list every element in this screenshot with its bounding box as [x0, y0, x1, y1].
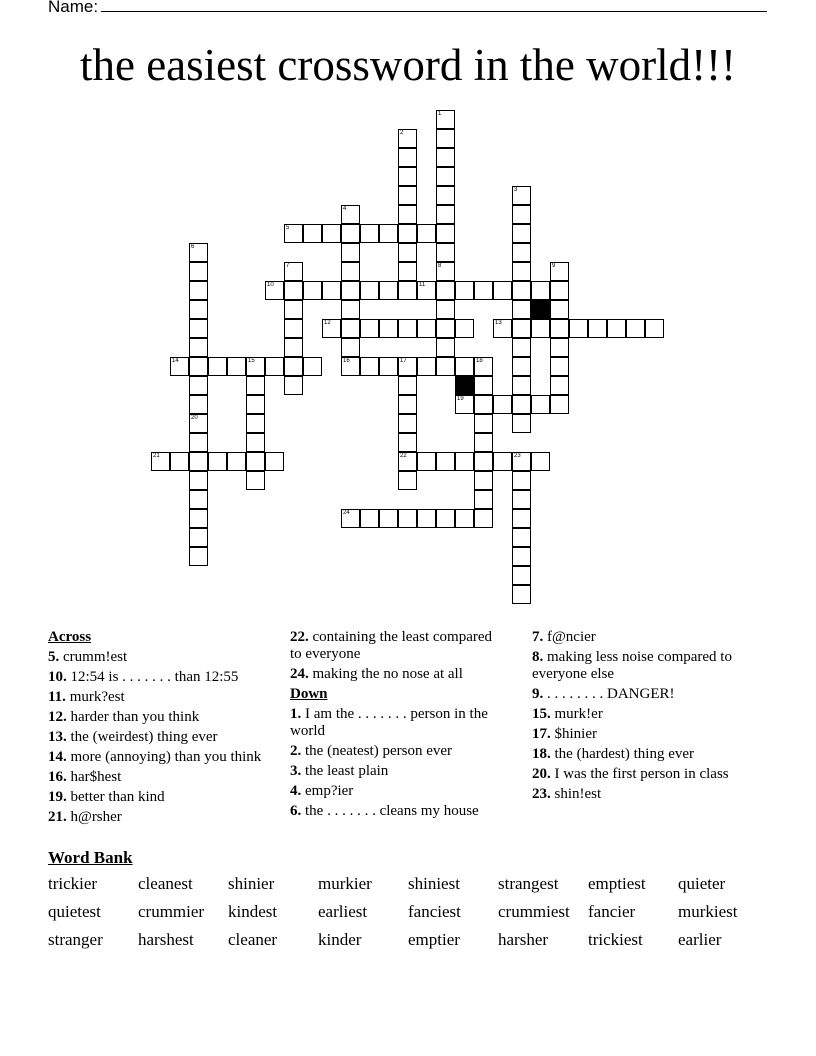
word-bank-word: crummiest — [498, 902, 570, 921]
grid-cell[interactable] — [436, 300, 455, 319]
grid-cell[interactable] — [246, 471, 265, 490]
grid-cell[interactable] — [151, 452, 170, 471]
grid-cell[interactable] — [398, 129, 417, 148]
grid-cell[interactable] — [208, 357, 227, 376]
grid-cell[interactable] — [550, 338, 569, 357]
grid-cell[interactable] — [398, 376, 417, 395]
word-bank-word: quietest — [48, 902, 101, 921]
grid-cell[interactable] — [455, 509, 474, 528]
grid-cell[interactable] — [550, 262, 569, 281]
grid-cell[interactable] — [284, 357, 303, 376]
clue-number: 2 — [400, 130, 404, 136]
grid-cell[interactable] — [303, 224, 322, 243]
grid-cell[interactable] — [474, 452, 493, 471]
grid-cell[interactable] — [265, 357, 284, 376]
word-bank-word: shiniest — [408, 874, 460, 893]
grid-cell[interactable] — [341, 300, 360, 319]
grid-cell[interactable] — [303, 281, 322, 300]
clue-number: 24 — [343, 510, 350, 516]
grid-cell[interactable] — [474, 414, 493, 433]
clue-number: 20 — [191, 415, 198, 421]
grid-cell[interactable] — [341, 281, 360, 300]
grid-cell[interactable] — [341, 243, 360, 262]
grid-cell[interactable] — [455, 357, 474, 376]
grid-cell[interactable] — [189, 357, 208, 376]
grid-cell[interactable] — [189, 281, 208, 300]
grid-cell[interactable] — [398, 281, 417, 300]
grid-cell[interactable] — [512, 205, 531, 224]
word-bank-heading: Word Bank — [48, 848, 133, 867]
grid-cell[interactable] — [417, 319, 436, 338]
grid-cell[interactable] — [436, 262, 455, 281]
clue-down-6: 6. the . . . . . . . cleans my house — [290, 803, 479, 819]
grid-cell[interactable] — [512, 281, 531, 300]
grid-cell[interactable] — [417, 452, 436, 471]
grid-cell[interactable] — [227, 357, 246, 376]
grid-cell[interactable] — [189, 490, 208, 509]
clue-down-4: 4. emp?ier — [290, 783, 354, 799]
grid-cell[interactable] — [284, 338, 303, 357]
grid-cell[interactable] — [398, 509, 417, 528]
grid-cell[interactable] — [512, 528, 531, 547]
page-title: the easiest crossword in the world!!! — [79, 40, 737, 90]
grid-cell[interactable] — [189, 395, 208, 414]
clue-number: 17 — [400, 358, 407, 364]
grid-cell[interactable] — [645, 319, 664, 338]
grid-cell[interactable] — [341, 357, 360, 376]
grid-cell[interactable] — [189, 471, 208, 490]
word-bank-word: murkier — [318, 874, 372, 893]
grid-cell[interactable] — [341, 509, 360, 528]
grid-cell[interactable] — [227, 452, 246, 471]
grid-cell[interactable] — [170, 452, 189, 471]
grid-cell[interactable] — [360, 509, 379, 528]
grid-cell[interactable] — [512, 509, 531, 528]
grid-cell[interactable] — [189, 376, 208, 395]
across-heading: Across — [48, 629, 92, 645]
clue-number: 12 — [324, 320, 331, 326]
word-bank-word: cleanest — [138, 874, 193, 893]
grid-cell[interactable] — [341, 262, 360, 281]
grid-cell[interactable] — [512, 452, 531, 471]
grid-cell[interactable] — [246, 452, 265, 471]
clue-number: 18 — [476, 358, 483, 364]
grid-cell[interactable] — [512, 566, 531, 585]
black-square — [455, 376, 474, 395]
grid-cell[interactable] — [493, 281, 512, 300]
clue-number: 11 — [419, 282, 426, 288]
clue-number: 10 — [267, 282, 274, 288]
grid-cell[interactable] — [398, 148, 417, 167]
grid-cell[interactable] — [436, 167, 455, 186]
word-bank-word: harshest — [138, 930, 194, 949]
clue-across-21: 21. h@rsher — [48, 809, 122, 825]
clue-number: 6 — [191, 244, 195, 250]
grid-cell[interactable] — [417, 224, 436, 243]
grid-cell[interactable] — [588, 319, 607, 338]
grid-cell[interactable] — [398, 262, 417, 281]
grid-cell[interactable] — [189, 452, 208, 471]
grid-cell[interactable] — [531, 452, 550, 471]
grid-cell[interactable] — [246, 433, 265, 452]
grid-cell[interactable] — [341, 319, 360, 338]
clue-down-7: 7. f@ncier — [532, 629, 596, 645]
grid-cell[interactable] — [189, 319, 208, 338]
word-bank-word: fanciest — [408, 902, 461, 921]
clue-number: 13 — [495, 320, 502, 326]
black-square — [531, 300, 550, 319]
grid-cell[interactable] — [474, 376, 493, 395]
grid-cell[interactable] — [436, 243, 455, 262]
grid-cell[interactable] — [512, 338, 531, 357]
grid-cell[interactable] — [189, 509, 208, 528]
grid-cell[interactable] — [398, 205, 417, 224]
grid-cell[interactable] — [398, 471, 417, 490]
word-bank-word: stranger — [48, 930, 103, 949]
grid-cell[interactable] — [341, 224, 360, 243]
clue-number: 7 — [286, 263, 290, 269]
grid-cell[interactable] — [436, 319, 455, 338]
grid-cell[interactable] — [550, 376, 569, 395]
grid-cell[interactable] — [531, 319, 550, 338]
grid-cell[interactable] — [379, 224, 398, 243]
grid-cell[interactable] — [398, 224, 417, 243]
grid-cell[interactable] — [189, 414, 208, 433]
clue-down-18: 18. the (hardest) thing ever — [532, 746, 695, 762]
word-bank-word: shinier — [228, 874, 275, 893]
grid-cell[interactable] — [512, 395, 531, 414]
word-bank-word: kinder — [318, 930, 362, 949]
grid-cell[interactable] — [436, 129, 455, 148]
clue-down-8: 8. making less noise compared to everyone else — [532, 649, 732, 682]
grid-cell[interactable] — [189, 547, 208, 566]
grid-cell[interactable] — [512, 300, 531, 319]
grid-cell[interactable] — [360, 224, 379, 243]
clue-across-24: 24. making the no nose at all — [290, 666, 463, 682]
grid-cell[interactable] — [303, 357, 322, 376]
clue-across-16: 16. har$hest — [48, 769, 122, 785]
grid-cell[interactable] — [246, 414, 265, 433]
clue-down-15: 15. murk!er — [532, 706, 603, 722]
clue-down-2: 2. the (neatest) person ever — [290, 743, 453, 759]
grid-cell[interactable] — [284, 376, 303, 395]
grid-cell[interactable] — [322, 281, 341, 300]
clue-across-14: 14. more (annoying) than you think — [48, 749, 262, 765]
grid-cell[interactable] — [436, 338, 455, 357]
grid-cell[interactable] — [284, 224, 303, 243]
grid-cell[interactable] — [474, 357, 493, 376]
grid-cell[interactable] — [189, 300, 208, 319]
clue-across-10: 10. 12:54 is . . . . . . . than 12:55 — [48, 669, 239, 685]
grid-cell[interactable] — [512, 319, 531, 338]
grid-cell[interactable] — [474, 433, 493, 452]
grid-cell[interactable] — [493, 319, 512, 338]
down-heading: Down — [290, 686, 328, 702]
grid-cell[interactable] — [626, 319, 645, 338]
clue-number: 9 — [552, 263, 556, 269]
grid-cell[interactable] — [189, 243, 208, 262]
grid-cell[interactable] — [512, 224, 531, 243]
grid-cell[interactable] — [474, 490, 493, 509]
grid-cell[interactable] — [189, 338, 208, 357]
clue-number: 15 — [248, 358, 255, 364]
word-bank-word: kindest — [228, 902, 278, 921]
clue-number: 19 — [457, 396, 464, 402]
grid-cell[interactable] — [189, 262, 208, 281]
grid-cell[interactable] — [512, 471, 531, 490]
clue-down-1: 1. I am the . . . . . . . person in the world — [290, 706, 488, 739]
grid-cell[interactable] — [569, 319, 588, 338]
grid-cell[interactable] — [512, 547, 531, 566]
clue-number: 23 — [514, 453, 521, 459]
grid-cell[interactable] — [417, 357, 436, 376]
grid-cell[interactable] — [398, 452, 417, 471]
clue-down-17: 17. $hinier — [532, 726, 597, 742]
grid-cell[interactable] — [550, 300, 569, 319]
grid-cell[interactable] — [493, 395, 512, 414]
grid-cell[interactable] — [493, 452, 512, 471]
grid-cell[interactable] — [379, 509, 398, 528]
word-bank-word: emptier — [408, 930, 460, 949]
clue-down-9: 9. . . . . . . . . DANGER! — [532, 686, 675, 702]
grid-cell[interactable] — [550, 319, 569, 338]
clue-number: 8 — [438, 263, 442, 269]
grid-cell[interactable] — [512, 376, 531, 395]
grid-cell[interactable] — [360, 357, 379, 376]
grid-cell[interactable] — [398, 395, 417, 414]
word-bank-word: earlier — [678, 930, 722, 949]
grid-cell[interactable] — [512, 414, 531, 433]
grid-cell[interactable] — [550, 281, 569, 300]
word-bank-word: quieter — [678, 874, 726, 893]
grid-cell[interactable] — [417, 281, 436, 300]
grid-cell[interactable] — [417, 509, 436, 528]
grid-cell[interactable] — [265, 281, 284, 300]
grid-cell[interactable] — [284, 262, 303, 281]
grid-cell[interactable] — [284, 300, 303, 319]
grid-cell[interactable] — [436, 357, 455, 376]
word-bank-word: cleaner — [228, 930, 278, 949]
grid-cell[interactable] — [455, 395, 474, 414]
name-label: Name: — [48, 0, 99, 16]
grid-cell[interactable] — [607, 319, 626, 338]
clue-across-5: 5. crumm!est — [48, 649, 128, 665]
clue-number: 14 — [172, 358, 179, 364]
grid-cell[interactable] — [398, 357, 417, 376]
grid-cell[interactable] — [436, 509, 455, 528]
grid-cell[interactable] — [474, 395, 493, 414]
word-bank-word: trickier — [48, 874, 98, 893]
clue-across-13: 13. the (weirdest) thing ever — [48, 729, 218, 745]
clue-number: 4 — [343, 206, 347, 212]
grid-cell[interactable] — [379, 281, 398, 300]
clue-number: 5 — [286, 225, 290, 231]
grid-cell[interactable] — [474, 509, 493, 528]
grid-cell[interactable] — [531, 395, 550, 414]
grid-cell[interactable] — [512, 186, 531, 205]
grid-cell[interactable] — [550, 357, 569, 376]
clue-number: 22 — [400, 453, 407, 459]
grid-cell[interactable] — [246, 395, 265, 414]
clue-number: 1 — [438, 111, 442, 117]
grid-cell[interactable] — [341, 205, 360, 224]
grid-cell[interactable] — [360, 281, 379, 300]
word-bank-word: trickiest — [588, 930, 643, 949]
grid-cell[interactable] — [265, 452, 284, 471]
clue-number: 3 — [514, 187, 518, 193]
word-bank-word: strangest — [498, 874, 559, 893]
word-bank-word: murkiest — [678, 902, 738, 921]
grid-cell[interactable] — [398, 186, 417, 205]
grid-cell[interactable] — [512, 243, 531, 262]
grid-cell[interactable] — [189, 433, 208, 452]
clue-across-12: 12. harder than you think — [48, 709, 200, 725]
grid-cell[interactable] — [246, 376, 265, 395]
grid-cell[interactable] — [398, 243, 417, 262]
clue-number: 21 — [153, 453, 160, 459]
grid-cell[interactable] — [455, 452, 474, 471]
clue-across-22: 22. containing the least compared to everyone — [290, 629, 493, 662]
clue-across-19: 19. better than kind — [48, 789, 165, 805]
clue-across-11: 11. murk?est — [48, 689, 125, 705]
grid-cell[interactable] — [436, 224, 455, 243]
grid-cell[interactable] — [398, 167, 417, 186]
across-clues-column-1 — [48, 629, 278, 829]
grid-cell[interactable] — [189, 528, 208, 547]
grid-cell[interactable] — [322, 319, 341, 338]
word-bank-word: crummier — [138, 902, 205, 921]
grid-cell[interactable] — [474, 471, 493, 490]
grid-cell[interactable] — [398, 319, 417, 338]
clues-column-2 — [290, 629, 500, 823]
grid-cell[interactable] — [436, 205, 455, 224]
grid-cell[interactable] — [360, 319, 379, 338]
grid-cell[interactable] — [512, 490, 531, 509]
word-bank-word: earliest — [318, 902, 368, 921]
grid-cell[interactable] — [512, 357, 531, 376]
grid-cell[interactable] — [436, 148, 455, 167]
grid-cell[interactable] — [436, 281, 455, 300]
grid-cell[interactable] — [455, 319, 474, 338]
grid-cell[interactable] — [284, 319, 303, 338]
grid-cell[interactable] — [379, 319, 398, 338]
word-bank-word: emptiest — [588, 874, 646, 893]
grid-cell[interactable] — [284, 281, 303, 300]
grid-cell[interactable] — [436, 186, 455, 205]
clue-number: 16 — [343, 358, 350, 364]
word-bank-word: harsher — [498, 930, 549, 949]
grid-cell[interactable] — [341, 338, 360, 357]
grid-cell[interactable] — [170, 357, 189, 376]
grid-cell[interactable] — [455, 281, 474, 300]
grid-cell[interactable] — [398, 433, 417, 452]
grid-cell[interactable] — [322, 224, 341, 243]
clue-down-3: 3. the least plain — [290, 763, 389, 779]
grid-cell[interactable] — [398, 414, 417, 433]
down-clues-column-3 — [532, 629, 762, 806]
grid-cell[interactable] — [246, 357, 265, 376]
word-bank-word: fancier — [588, 902, 636, 921]
grid-cell[interactable] — [531, 281, 550, 300]
grid-cell[interactable] — [436, 452, 455, 471]
clue-down-23: 23. shin!est — [532, 786, 602, 802]
grid-cell[interactable] — [208, 452, 227, 471]
clue-down-20: 20. I was the first person in class — [532, 766, 729, 782]
grid-cell[interactable] — [436, 110, 455, 129]
grid-cell[interactable] — [512, 262, 531, 281]
grid-cell[interactable] — [379, 357, 398, 376]
grid-cell[interactable] — [474, 281, 493, 300]
grid-cell[interactable] — [512, 585, 531, 604]
grid-cell[interactable] — [550, 395, 569, 414]
